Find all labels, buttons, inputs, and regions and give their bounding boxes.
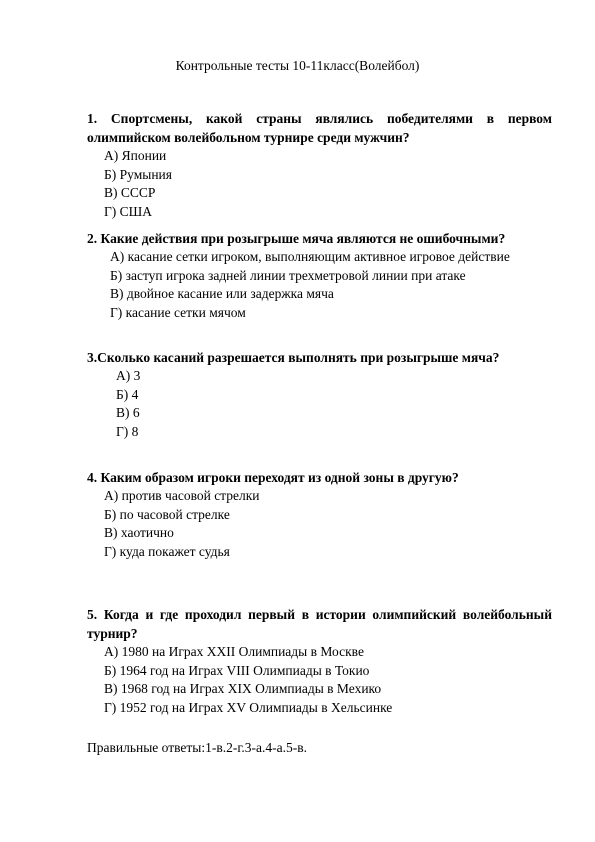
question-2 (87, 229, 552, 322)
option-b: Б) 4 (116, 386, 139, 402)
question-1-options (87, 147, 552, 221)
option-b: Б) заступ игрока задней линии трехметровой линии при атаке (110, 267, 466, 283)
question-2-options (87, 248, 552, 322)
option-a: А) Японии (104, 148, 167, 163)
option-b: Б) 1964 год на Играх VIII Олимпиады в Токио (104, 662, 370, 678)
option-a: А) касание сетки игроком, выполняющим активное игровое действие (110, 249, 510, 264)
option-g: Г) США (104, 203, 153, 219)
question-2-text: 2. Какие действия при розыгрыше мяча являются не ошибочными? (87, 231, 506, 246)
correct-answers: Правильные ответы:1-в.2-г.3-а.4-а.5-в. (87, 740, 307, 755)
page-title: Контрольные тесты 10-11класс(Волейбол) (175, 58, 420, 73)
question-3-text: 3.Сколько касаний разрешается выполнять при розыгрыше мяча? (87, 350, 500, 365)
question-5-text: 5. Когда и где проходил первый в истории олимпийский волейбольный турнир? (87, 607, 552, 641)
option-a: А) против часовой стрелки (104, 488, 260, 503)
question-1 (87, 109, 552, 221)
option-g: Г) касание сетки мячом (110, 304, 246, 320)
option-a: А) 1980 на Играх XXII Олимпиады в Москве (104, 644, 364, 659)
question-4 (87, 468, 552, 561)
option-g: Г) куда покажет судья (104, 543, 230, 559)
question-5-options (87, 643, 552, 717)
question-4-text: 4. Каким образом игроки переходят из одной зоны в другую? (87, 470, 459, 485)
option-g: Г) 8 (116, 423, 139, 439)
option-v: В) хаотично (104, 525, 174, 541)
question-1-text: 1. Спортсмены, какой страны являлись победителями в первом олимпийском волейбольном турнире среди мужчин? (87, 111, 552, 145)
option-g: Г) 1952 год на Играх XV Олимпиады в Хельсинке (104, 699, 393, 715)
option-v: В) 6 (116, 405, 140, 421)
question-3 (87, 348, 552, 441)
option-v: В) двойное касание или задержка мяча (110, 286, 334, 302)
question-3-options (87, 367, 552, 441)
option-b: Б) Румыния (104, 166, 172, 182)
option-a: А) 3 (116, 368, 141, 383)
option-b: Б) по часовой стрелке (104, 506, 230, 522)
option-v: В) 1968 год на Играх XIX Олимпиады в Мехико (104, 681, 382, 697)
option-v: В) СССР (104, 185, 156, 201)
question-4-options (87, 487, 552, 561)
question-5 (87, 605, 552, 717)
